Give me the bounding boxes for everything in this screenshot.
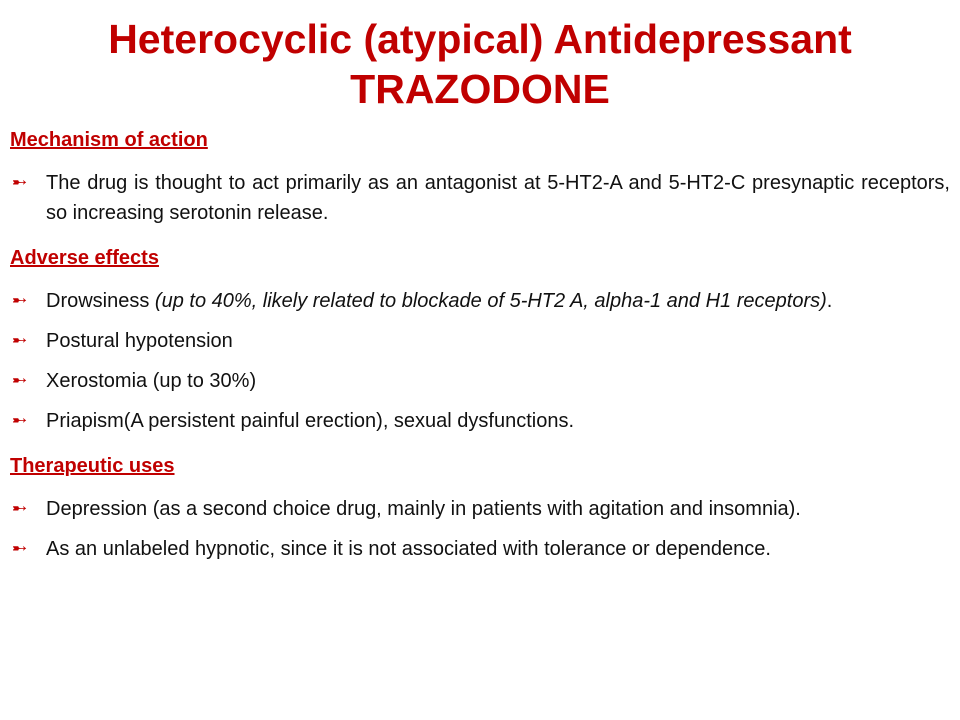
drowsiness-end: .: [826, 290, 833, 312]
title-line-1: Heterocyclic (atypical) Antidepressant: [108, 16, 852, 62]
arrow-bullet-icon: ➸: [12, 370, 28, 391]
arrow-bullet-icon: ➸: [12, 538, 28, 559]
bullet-text: Priapism(A persistent painful erection), sexual dysfunctions.: [46, 410, 575, 432]
list-item: [10, 286, 950, 316]
therapeutic-heading: Therapeutic uses: [10, 455, 175, 477]
adverse-heading: Adverse effects: [10, 247, 159, 269]
list-item: [10, 326, 950, 356]
list-item: [10, 366, 950, 396]
drowsiness-detail: (up to 40%, likely related to blockade of 5-HT2 A, alpha-1 and H1 receptors): [154, 290, 827, 312]
list-item: [10, 534, 950, 564]
arrow-bullet-icon: ➸: [12, 498, 28, 519]
bullet-text: Depression (as a second choice drug, mainly in patients with agitation and insomnia).: [46, 498, 801, 520]
bullet-text: The drug is thought to act primarily as an antagonist at 5-HT2-A and 5-HT2-C presynaptic receptors, so increasing serotonin release.: [46, 172, 950, 224]
list-item: [10, 406, 950, 436]
therapeutic-list: [10, 494, 950, 564]
arrow-bullet-icon: ➸: [12, 330, 28, 351]
list-item: [10, 494, 950, 524]
arrow-bullet-icon: ➸: [12, 172, 28, 193]
drowsiness-lead: Drowsiness: [46, 290, 155, 312]
slide-title: [0, 14, 960, 114]
mechanism-heading: Mechanism of action: [10, 129, 208, 151]
bullet-text: Postural hypotension: [46, 330, 233, 352]
slide-content: [10, 126, 950, 574]
adverse-list: [10, 286, 950, 436]
arrow-bullet-icon: ➸: [12, 410, 28, 431]
mechanism-list: [10, 168, 950, 228]
list-item: [10, 168, 950, 228]
bullet-text: Xerostomia (up to 30%): [46, 370, 257, 392]
arrow-bullet-icon: ➸: [12, 290, 28, 311]
title-line-2: TRAZODONE: [350, 66, 610, 112]
bullet-text: As an unlabeled hypnotic, since it is not associated with tolerance or dependence.: [46, 538, 771, 560]
